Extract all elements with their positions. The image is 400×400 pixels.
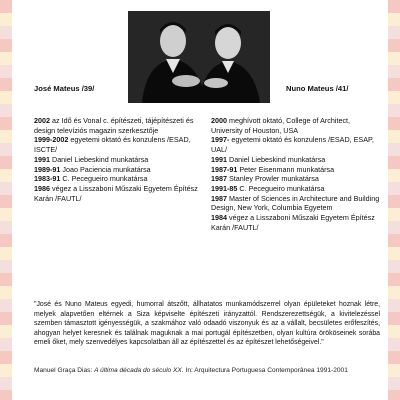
stripe-segment: [0, 78, 12, 91]
bio-entry: [34, 155, 202, 165]
stripe-segment: [0, 143, 12, 156]
person-name-left: José Mateus /39/: [34, 84, 95, 93]
bio-entry: [34, 116, 202, 135]
quote-paragraph: "José és Nuno Mateus egyedi, humorral átszőtt, állhatatos munkamódszerrel olyan épületeket hoznak létre, melyek alapvetően eltérnek a Siza képviselte építészeti irányzattól. Rendszerezettségük, a kivitelezéssel szemben támasztott igényességük, a szakmához való odaadó viszonyuk és az a vállalt, becsületes erőfeszítés, ahogyan helyet keresnek és találnak maguknak a mai portugál építészetben, olyan kultúra örököseinek sorába emeli őket, mely szenvedélyes kapcsolatban áll az építészettel és az építészet lehetőségeivel.": [34, 301, 380, 346]
stripe-segment: [0, 39, 12, 52]
bio-entry: [34, 165, 202, 175]
bio-text: Joao Paciencia munkatársa: [60, 164, 151, 174]
citation-author: Manuel Graça Dias:: [34, 367, 95, 374]
stripe-segment: [388, 377, 400, 390]
bio-text: Stanley Prowler munkatársa: [227, 174, 319, 184]
stripe-segment: [388, 156, 400, 169]
bio-year: 1991: [211, 154, 227, 164]
bio-year: 1984: [211, 213, 227, 223]
stripe-segment: [0, 247, 12, 260]
stripe-segment: [0, 377, 12, 390]
stripe-segment: [0, 312, 12, 325]
stripe-segment: [0, 13, 12, 26]
stripe-segment: [0, 338, 12, 351]
bio-entry: [34, 184, 202, 203]
stripe-segment: [388, 182, 400, 195]
citation-title: A última década do século XX.: [94, 367, 184, 374]
bio-text: meghívott oktató, College of Architect, University of Houston, USA: [211, 116, 351, 135]
stripe-segment: [388, 117, 400, 130]
bio-year: 2002: [34, 116, 50, 125]
stripe-segment: [0, 0, 12, 13]
stripe-segment: [0, 169, 12, 182]
stripe-segment: [0, 299, 12, 312]
stripe-segment: [388, 273, 400, 286]
stripe-segment: [388, 325, 400, 338]
stripe-segment: [388, 78, 400, 91]
stripe-segment: [388, 91, 400, 104]
bio-text: Daniel Liebeskind munkatársa: [50, 154, 149, 164]
stripe-segment: [388, 390, 400, 400]
stripe-segment: [388, 195, 400, 208]
stripe-segment: [388, 221, 400, 234]
bio-year: 1991: [34, 154, 50, 164]
bio-entry: [211, 135, 381, 154]
bio-text: egyetemi oktató és konzulens /ESAD, ISCTE/: [34, 135, 191, 155]
bio-text: végez a Lisszaboni Műszaki Egyetem Építész Karán /FAUTL/: [211, 213, 375, 232]
stripe-segment: [0, 117, 12, 130]
stripe-segment: [0, 26, 12, 39]
stripe-segment: [0, 221, 12, 234]
bio-year: 2000: [211, 116, 227, 125]
stripe-segment: [0, 182, 12, 195]
stripe-segment: [388, 39, 400, 52]
stripe-segment: [388, 364, 400, 377]
bio-entry: [211, 194, 381, 213]
stripe-segment: [0, 156, 12, 169]
stripe-segment: [0, 195, 12, 208]
bio-entry: [34, 135, 202, 154]
stripe-segment: [0, 208, 12, 221]
bio-entry: [211, 184, 381, 194]
bio-text: C. Pecegueiro munkatársa: [237, 183, 325, 193]
stripe-segment: [388, 338, 400, 351]
bio-entry: [211, 174, 381, 184]
citation: [34, 366, 380, 375]
bio-year: 1987-91: [211, 164, 238, 174]
person-name-right: Nuno Mateus /41/: [286, 84, 349, 93]
stripe-segment: [0, 364, 12, 377]
bio-text: C. Pecegueiro munkatársa: [60, 174, 148, 184]
stripe-segment: [0, 52, 12, 65]
bio-year: 1991-85: [211, 183, 238, 193]
portrait-photo: [128, 11, 270, 103]
stripe-segment: [0, 130, 12, 143]
stripe-segment: [0, 286, 12, 299]
bio-year: 1989-91: [34, 164, 61, 174]
stripe-segment: [388, 351, 400, 364]
stripe-segment: [0, 91, 12, 104]
bio-entry: [211, 213, 381, 232]
bio-year: 1999-2002: [34, 135, 69, 145]
stripe-segment: [0, 273, 12, 286]
bio-entry: [211, 116, 381, 135]
stripe-segment: [388, 299, 400, 312]
stripe-segment: [388, 169, 400, 182]
left-decorative-stripes: [0, 0, 12, 400]
stripe-segment: [388, 13, 400, 26]
stripe-segment: [388, 312, 400, 325]
stripe-segment: [388, 130, 400, 143]
bio-year: 1983-91: [34, 174, 61, 184]
bio-text: Daniel Liebeskind munkatársa: [227, 154, 326, 164]
stripe-segment: [388, 52, 400, 65]
stripe-segment: [0, 390, 12, 400]
bio-year: 1986: [34, 183, 50, 193]
biography-column-right: [211, 116, 381, 232]
right-decorative-stripes: [388, 0, 400, 400]
citation-source: In: Arquitectura Portuguesa Contemporânea 1991-2001: [183, 367, 348, 374]
bio-text: az Idő és Vonal c. építészeti, tájépítészeti és design televíziós magazin szerkesztője: [34, 116, 194, 135]
stripe-segment: [0, 351, 12, 364]
bio-year: 1987: [211, 174, 227, 184]
stripe-segment: [388, 104, 400, 117]
stripe-segment: [0, 260, 12, 273]
bio-text: végez a Lisszaboni Műszaki Egyetem Építész Karán /FAUTL/: [34, 183, 198, 203]
stripe-segment: [0, 104, 12, 117]
stripe-segment: [388, 0, 400, 13]
stripe-segment: [388, 26, 400, 39]
bio-text: Master of Sciences in Architecture and Building Design, New York, Columbia Egyetem: [211, 193, 380, 213]
stripe-segment: [0, 65, 12, 78]
stripe-segment: [388, 286, 400, 299]
portrait-illustration: [128, 11, 270, 103]
stripe-segment: [388, 65, 400, 78]
stripe-segment: [388, 234, 400, 247]
stripe-segment: [388, 260, 400, 273]
stripe-segment: [388, 247, 400, 260]
stripe-segment: [0, 234, 12, 247]
bio-entry: [211, 155, 381, 165]
bio-text: egyetemi oktató és konzulens /ESAD, ESAP, UAL/: [211, 135, 374, 155]
bio-year: 1997-: [211, 135, 230, 145]
stripe-segment: [388, 143, 400, 156]
stripe-segment: [0, 325, 12, 338]
stripe-segment: [388, 208, 400, 221]
bio-entry: [211, 165, 381, 175]
bio-text: Peter Eisenmann munkatársa: [237, 164, 335, 174]
biography-column-left: [34, 116, 202, 203]
bio-year: 1987: [211, 193, 227, 203]
bio-entry: [34, 174, 202, 184]
